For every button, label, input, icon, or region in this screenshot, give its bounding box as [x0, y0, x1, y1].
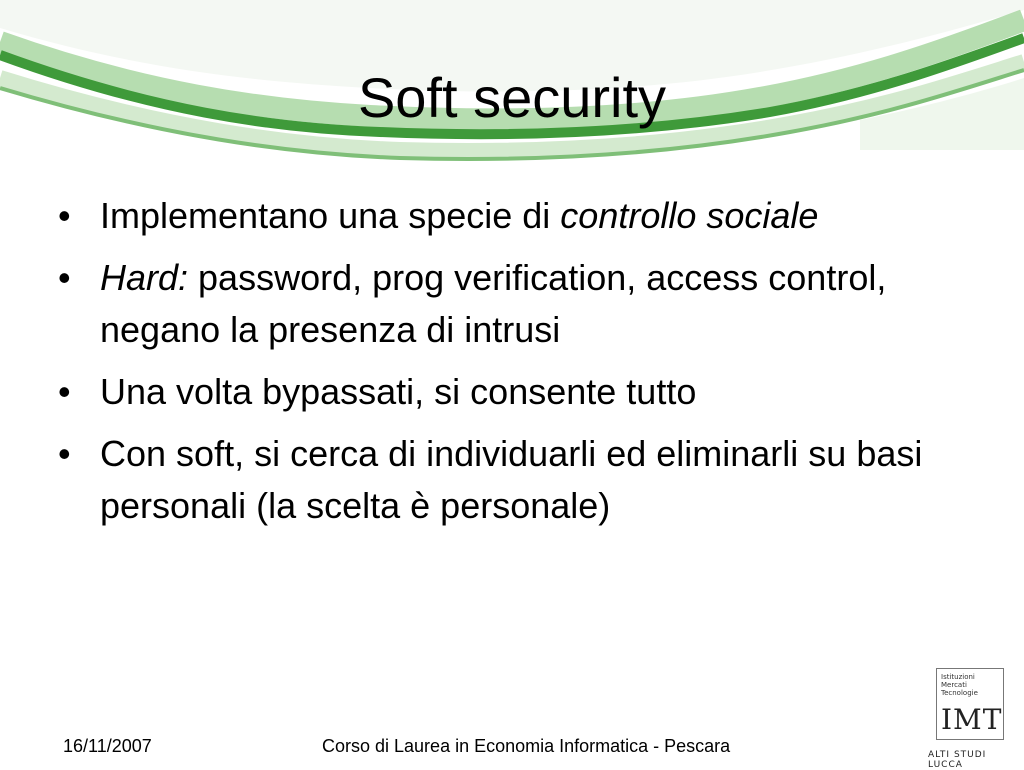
slide-title: Soft security [357, 66, 667, 129]
logo-subtitle: ALTI STUDI LUCCA [928, 750, 987, 770]
bullet-text-part: Una volta bypassati, si consente tutto [100, 371, 697, 412]
bullet-item [58, 190, 958, 242]
bullet-text-part: Con soft, si cerca di individuarli ed eliminarli su basi personali (la scelta è personale) [100, 433, 923, 526]
bullet-item [58, 366, 958, 418]
bullet-marker: • [58, 433, 71, 474]
bullet-text-part: Implementano una specie di [100, 195, 561, 236]
footer-date: 16/11/2007 [63, 736, 152, 756]
imt-logo [928, 668, 1018, 770]
bullet-marker: • [58, 257, 71, 298]
bullet-marker: • [58, 371, 71, 412]
bullet-item [58, 428, 958, 532]
logo-institution-text: Istituzioni Mercati Tecnologie [941, 673, 978, 697]
footer-course-title: Corso di Laurea in Economia Informatica - Pescara [322, 736, 731, 756]
bullet-text-part: password, prog verification, access control, negano la presenza di intrusi [100, 257, 887, 350]
bullet-text-emphasis: controllo sociale [560, 195, 819, 236]
bullet-text-emphasis: Hard: [100, 257, 189, 298]
bullet-item [58, 252, 958, 356]
bullet-list [58, 190, 958, 542]
bullet-marker: • [58, 195, 71, 236]
logo-mark-text: IMT [941, 703, 1003, 736]
logo-frame [936, 668, 1004, 740]
